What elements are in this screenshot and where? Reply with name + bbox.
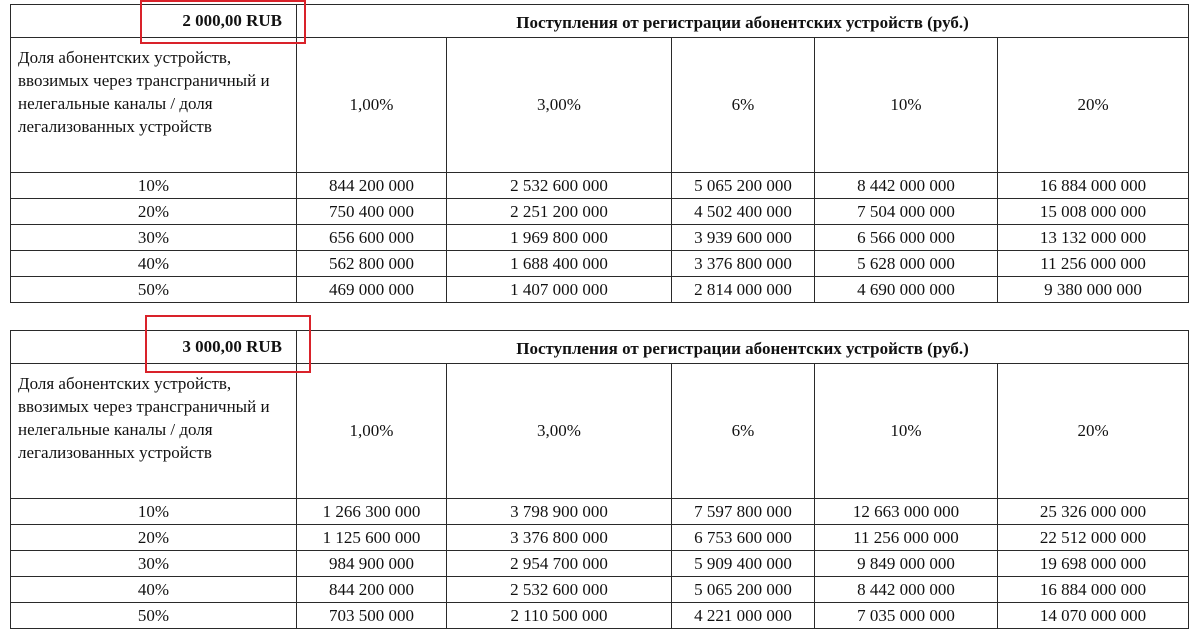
table-cell: 11 256 000 000 [998, 251, 1189, 277]
table-cell: 4 221 000 000 [672, 603, 815, 629]
table-cell: 3 376 800 000 [672, 251, 815, 277]
table-cell: 703 500 000 [297, 603, 447, 629]
table-cell: 22 512 000 000 [998, 525, 1189, 551]
table-cell: 1 969 800 000 [447, 225, 672, 251]
table-cell: 12 663 000 000 [815, 499, 998, 525]
table-cell: 750 400 000 [297, 199, 447, 225]
table-cell: 1 407 000 000 [447, 277, 672, 303]
price-label: 2 000,00 RUB [11, 5, 297, 38]
table-cell: 5 628 000 000 [815, 251, 998, 277]
price-label: 3 000,00 RUB [11, 331, 297, 364]
column-header: 10% [815, 38, 998, 173]
row-label: 10% [11, 499, 297, 525]
column-header: 20% [998, 38, 1189, 173]
table-row [11, 603, 1189, 629]
table-cell: 16 884 000 000 [998, 173, 1189, 199]
table-cell: 3 798 900 000 [447, 499, 672, 525]
column-header: 1,00% [297, 38, 447, 173]
row-label: 50% [11, 603, 297, 629]
table-cell: 469 000 000 [297, 277, 447, 303]
table-cell: 2 110 500 000 [447, 603, 672, 629]
table-cell: 7 504 000 000 [815, 199, 998, 225]
column-header: 6% [672, 364, 815, 499]
table-row [11, 277, 1189, 303]
table-cell: 9 849 000 000 [815, 551, 998, 577]
column-header: 1,00% [297, 364, 447, 499]
table-cell: 11 256 000 000 [815, 525, 998, 551]
row-header-description: Доля абонентских устройств, ввозимых через трансграничный и нелегальные каналы / доля легализованных устройств [11, 38, 297, 173]
row-label: 20% [11, 525, 297, 551]
table-cell: 9 380 000 000 [998, 277, 1189, 303]
table-cell: 3 376 800 000 [447, 525, 672, 551]
table-cell: 3 939 600 000 [672, 225, 815, 251]
table-cell: 5 065 200 000 [672, 577, 815, 603]
table-row [11, 251, 1189, 277]
table-cell: 562 800 000 [297, 251, 447, 277]
table-cell: 16 884 000 000 [998, 577, 1189, 603]
table-cell: 1 125 600 000 [297, 525, 447, 551]
table-cell: 2 251 200 000 [447, 199, 672, 225]
row-header-description: Доля абонентских устройств, ввозимых через трансграничный и нелегальные каналы / доля легализованных устройств [11, 364, 297, 499]
row-label: 10% [11, 173, 297, 199]
table-cell: 14 070 000 000 [998, 603, 1189, 629]
table-cell: 4 502 400 000 [672, 199, 815, 225]
table-cell: 1 688 400 000 [447, 251, 672, 277]
table-title: Поступления от регистрации абонентских устройств (руб.) [297, 5, 1189, 38]
table-cell: 1 266 300 000 [297, 499, 447, 525]
row-label: 30% [11, 551, 297, 577]
table-row [11, 199, 1189, 225]
table-cell: 844 200 000 [297, 173, 447, 199]
revenue-table-3000 [10, 330, 1189, 629]
table-cell: 2 954 700 000 [447, 551, 672, 577]
table-title: Поступления от регистрации абонентских устройств (руб.) [297, 331, 1189, 364]
revenue-table-2000 [10, 4, 1189, 303]
table-cell: 844 200 000 [297, 577, 447, 603]
table-row [11, 551, 1189, 577]
table-cell: 984 900 000 [297, 551, 447, 577]
table-cell: 15 008 000 000 [998, 199, 1189, 225]
table-row [11, 577, 1189, 603]
column-header: 3,00% [447, 38, 672, 173]
row-label: 30% [11, 225, 297, 251]
table-cell: 5 065 200 000 [672, 173, 815, 199]
row-label: 50% [11, 277, 297, 303]
column-header: 6% [672, 38, 815, 173]
table-cell: 8 442 000 000 [815, 173, 998, 199]
table-cell: 4 690 000 000 [815, 277, 998, 303]
table-row [11, 525, 1189, 551]
table-cell: 6 566 000 000 [815, 225, 998, 251]
column-header: 10% [815, 364, 998, 499]
table-cell: 7 035 000 000 [815, 603, 998, 629]
table-cell: 8 442 000 000 [815, 577, 998, 603]
table-cell: 19 698 000 000 [998, 551, 1189, 577]
table-cell: 5 909 400 000 [672, 551, 815, 577]
table-cell: 7 597 800 000 [672, 499, 815, 525]
table-cell: 25 326 000 000 [998, 499, 1189, 525]
row-label: 40% [11, 577, 297, 603]
table-row [11, 225, 1189, 251]
column-header: 20% [998, 364, 1189, 499]
row-label: 20% [11, 199, 297, 225]
column-header: 3,00% [447, 364, 672, 499]
table-row [11, 499, 1189, 525]
table-row [11, 173, 1189, 199]
table-cell: 656 600 000 [297, 225, 447, 251]
table-cell: 6 753 600 000 [672, 525, 815, 551]
table-cell: 13 132 000 000 [998, 225, 1189, 251]
table-cell: 2 532 600 000 [447, 577, 672, 603]
table-cell: 2 532 600 000 [447, 173, 672, 199]
table-cell: 2 814 000 000 [672, 277, 815, 303]
row-label: 40% [11, 251, 297, 277]
